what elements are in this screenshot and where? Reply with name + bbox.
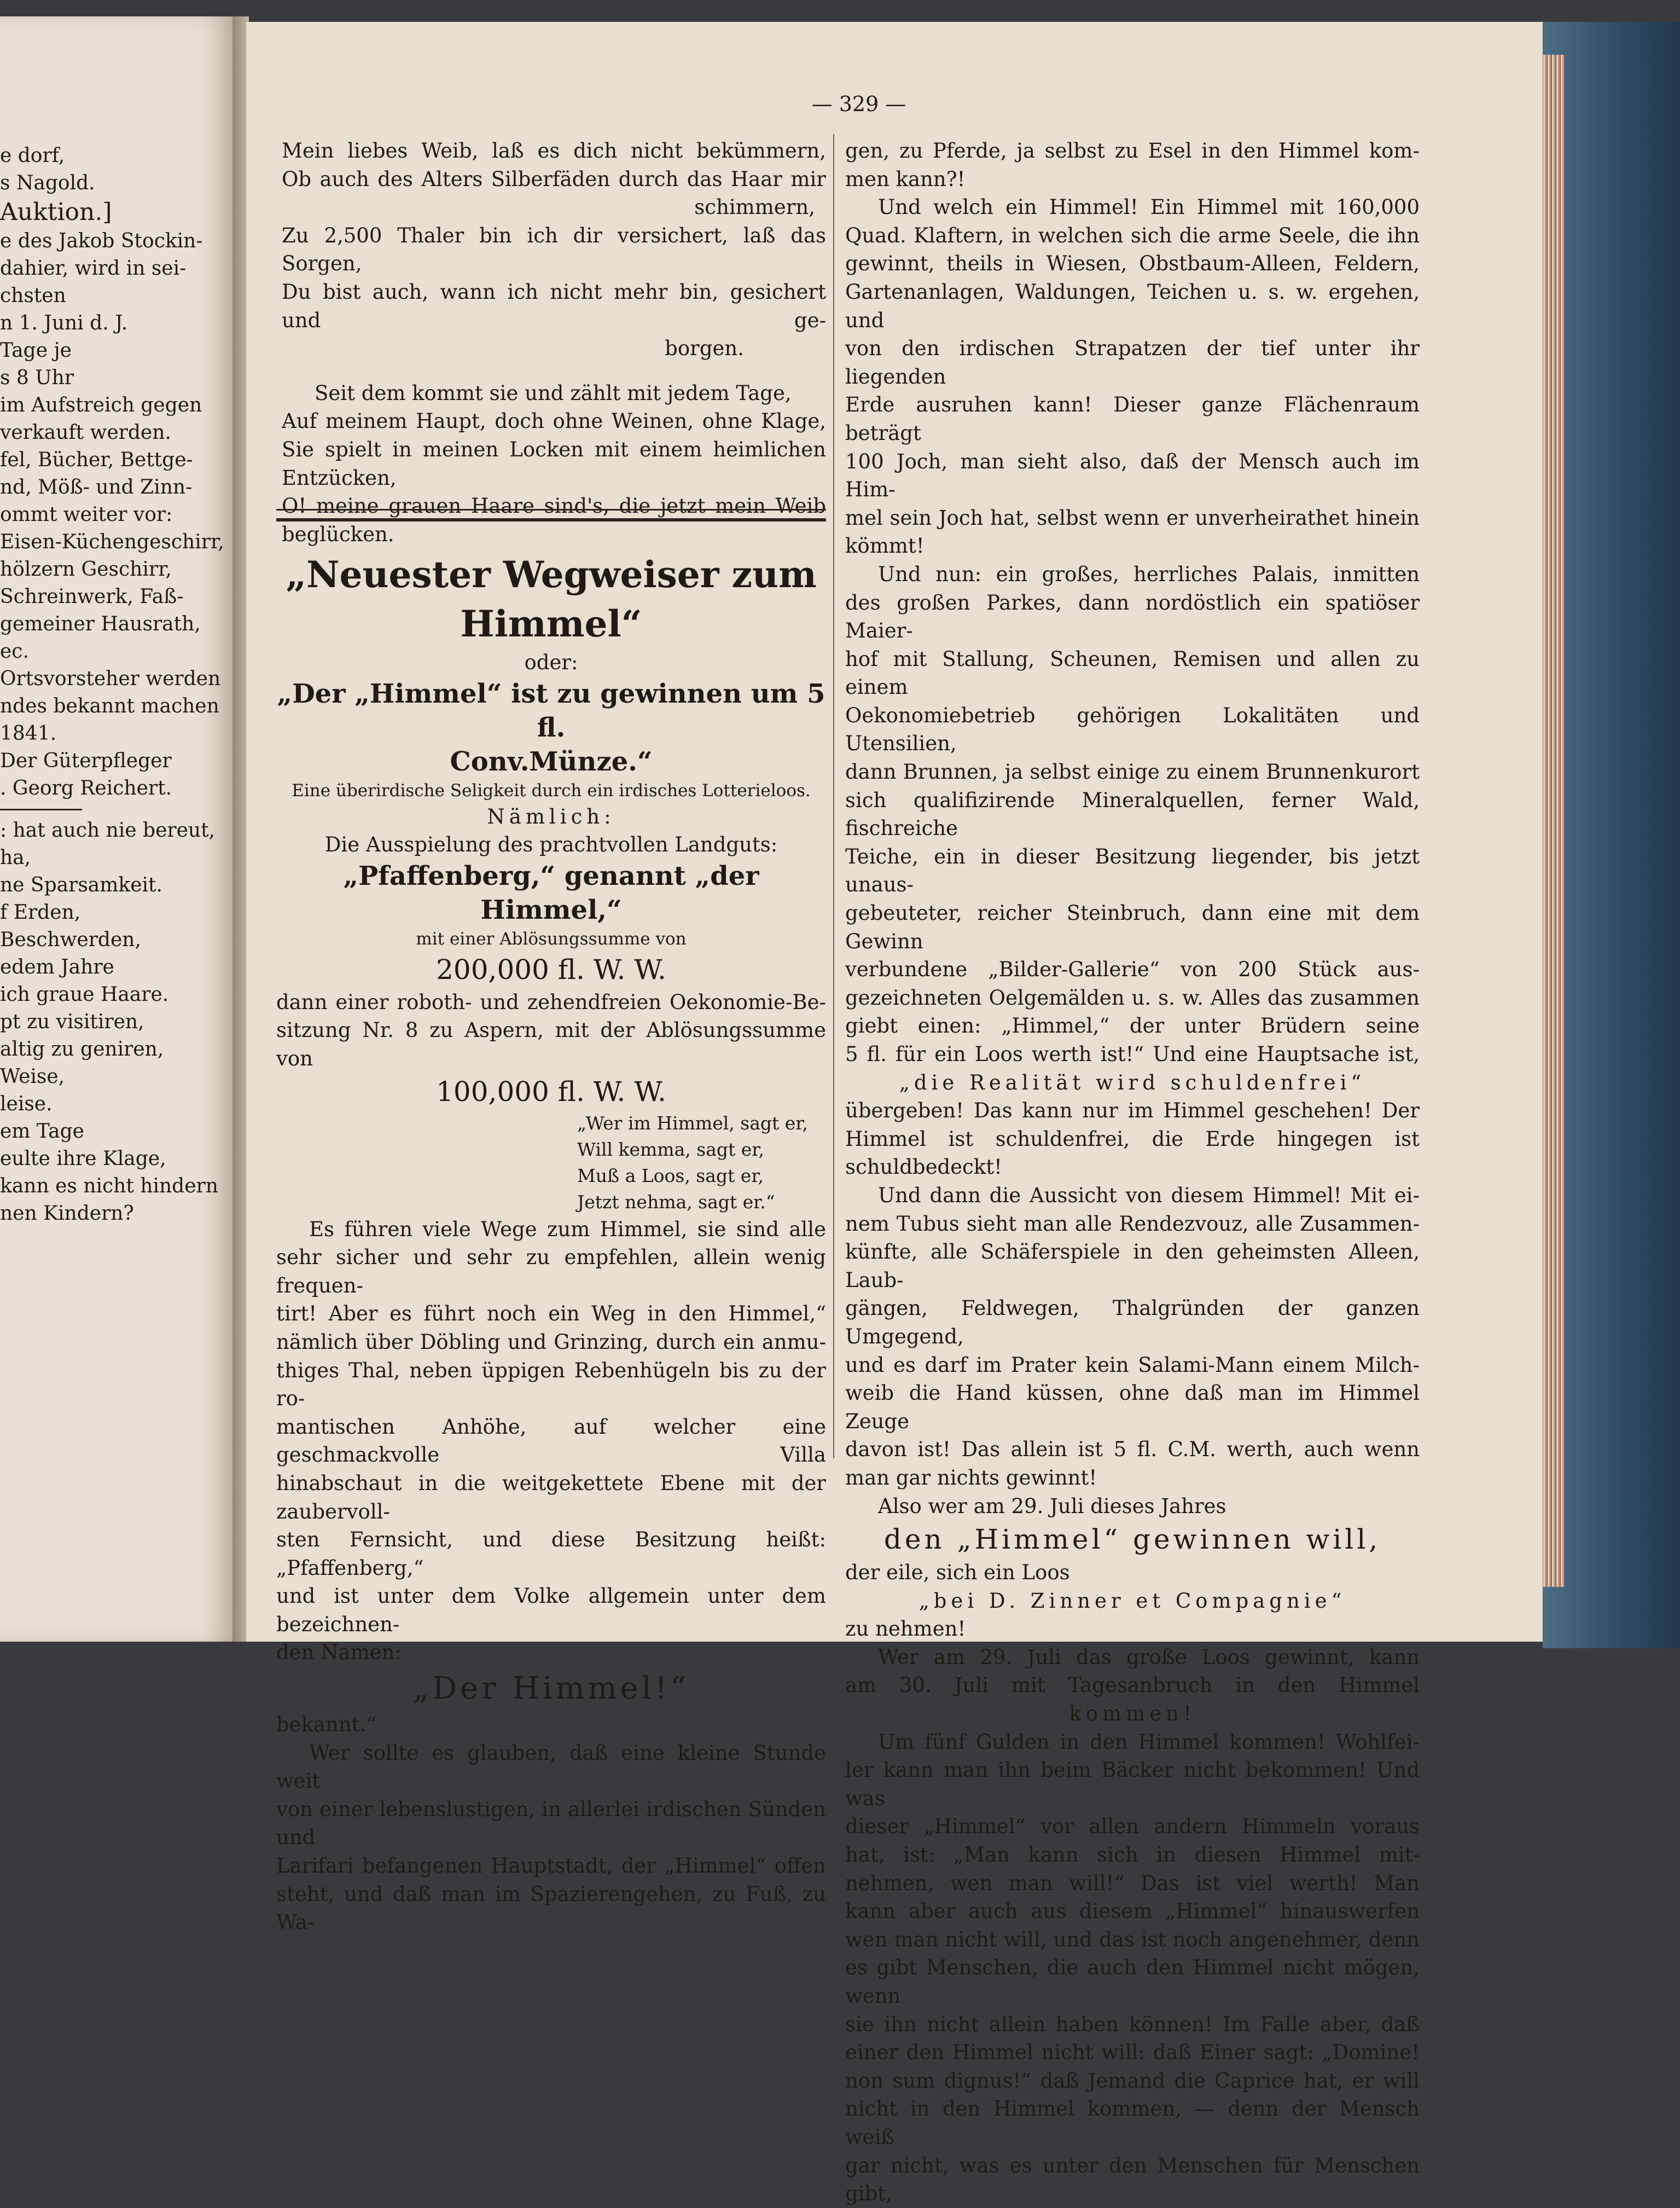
highlight-heading: den „Himmel“ gewinnen will, bbox=[883, 1523, 1381, 1556]
paragraph-line: am 30. Juli mit Tagesanbruch in den Himmel bbox=[845, 1673, 1420, 1697]
paragraph-line: Und welch ein Himmel! Ein Himmel mit 160,000 bbox=[878, 195, 1420, 219]
ad-paragraph-line: von einer lebenslustigen, in allerlei irdischen Sünden und bbox=[276, 1797, 826, 1850]
ad-paragraph-line: mantischen Anhöhe, auf welcher eine geschmackvolle Villa bbox=[276, 1415, 826, 1467]
paragraph-line: ler kann man ihn beim Bäcker nicht bekommen! Und was bbox=[845, 1758, 1420, 1810]
advertisement bbox=[276, 550, 826, 1937]
paragraph-line: wen man nicht will, und das ist noch angenehmer, denn bbox=[845, 1927, 1420, 1951]
paragraph-line: giebt einen: „Himmel,“ der unter Brüdern seine bbox=[845, 1014, 1420, 1038]
ad-paragraph-line: steht, und daß man im Spazierengehen, zu Fuß, zu Wa- bbox=[276, 1882, 826, 1934]
paragraph-line: zu nehmen! bbox=[845, 1617, 966, 1641]
paragraph-line: Oekonomiebetrieb gehörigen Lokalitäten und Utensilien, bbox=[845, 703, 1420, 756]
ad-subtitle: „Der „Himmel“ ist zu gewinnen um 5 fl. bbox=[277, 678, 826, 743]
paragraph-line: 100 Joch, man sieht also, daß der Mensch auch im Him- bbox=[845, 449, 1420, 502]
fragment-line: dahier, wird in sei- bbox=[0, 257, 187, 280]
poem-line: borgen. bbox=[665, 337, 744, 361]
ad-subtitle: Conv.Münze.“ bbox=[450, 746, 653, 777]
fragment-line: verkauft werden. bbox=[0, 421, 171, 444]
paragraph-line: man gar nichts gewinnt! bbox=[845, 1465, 1097, 1490]
ad-paragraph-line: tirt! Aber es führt noch ein Weg in den Himmel,“ bbox=[276, 1302, 826, 1326]
section-divider bbox=[276, 509, 826, 521]
fragment-line: hölzern Geschirr, bbox=[0, 558, 172, 581]
paragraph-line: Erde ausruhen kann! Dieser ganze Flächenraum beträgt bbox=[845, 393, 1420, 445]
paragraph-line: Also wer am 29. Juli dieses Jahres bbox=[878, 1494, 1226, 1518]
poem-line: Zu 2,500 Thaler bin ich dir versichert, laß das Sorgen, bbox=[282, 223, 826, 276]
paragraph-line: gezeichneten Oelgemälden u. s. w. Alles das zusammen bbox=[845, 986, 1420, 1010]
highlight-line: „die Realität wird schuldenfrei“ bbox=[899, 1070, 1366, 1094]
ad-text: sitzung Nr. 8 zu Aspern, mit der Ablösungssumme von bbox=[276, 1018, 826, 1070]
paragraph-line: dieser „Himmel“ vor allen andern Himmeln voraus bbox=[845, 1815, 1420, 1839]
paragraph-line: Um fünf Gulden in den Himmel kommen! Wohlfei- bbox=[878, 1730, 1420, 1754]
ad-paragraph-line: sten Fernsicht, und diese Besitzung heißt: „Pfaffenberg,“ bbox=[276, 1528, 826, 1580]
paragraph-line: gewinnt, theils in Wiesen, Obstbaum-Alleen, Feldern, bbox=[845, 252, 1420, 276]
poem-line: Sie spielt in meinen Locken mit einem heimlichen Entzücken, bbox=[282, 437, 826, 490]
fragment-line: nd, Möß- und Zinn- bbox=[0, 476, 193, 499]
ad-paragraph-line: nämlich über Döbling und Grinzing, durch ein anmu- bbox=[276, 1330, 826, 1354]
fragment-line: edem Jahre bbox=[0, 956, 114, 978]
ad-amount: 100,000 fl. W. W. bbox=[436, 1075, 666, 1108]
fragment-line: kann es nicht hindern bbox=[0, 1175, 218, 1197]
paragraph-line: und es darf im Prater kein Salami-Mann einem Milch- bbox=[845, 1353, 1420, 1377]
ad-paragraph-line: bekannt.“ bbox=[276, 1713, 377, 1737]
fragment-line: altig zu geniren, bbox=[0, 1038, 164, 1060]
right-column bbox=[845, 137, 1420, 2208]
poem-line: Seit dem kommt sie und zählt mit jedem Tage, bbox=[315, 381, 792, 405]
fragment-line: Beschwerden, bbox=[0, 929, 141, 951]
ad-verse bbox=[276, 1110, 826, 1215]
left-page-fragments bbox=[0, 142, 235, 1227]
ad-text: Nämlich: bbox=[487, 804, 615, 828]
paragraph-line: kommen! bbox=[1069, 1702, 1196, 1726]
fragment-line: e des Jakob Stockin- bbox=[0, 230, 203, 252]
paragraph-line: Gartenanlagen, Waldungen, Teichen u. s. w. ergehen, und bbox=[845, 280, 1420, 332]
paragraph-line: mel sein Joch hat, selbst wenn er unverheirathet hinein bbox=[845, 506, 1420, 530]
verse-line: „Wer im Himmel, sagt er, bbox=[577, 1112, 808, 1134]
verse-line: Muß a Loos, sagt er, bbox=[577, 1164, 764, 1186]
paragraph-line: Wer am 29. Juli das große Loos gewinnt, kann bbox=[878, 1645, 1420, 1669]
paragraph-line: gar nicht, was es unter den Menschen für Menschen gibt, bbox=[845, 2153, 1420, 2206]
fragment-line: e dorf, bbox=[0, 144, 65, 167]
paragraph-line: davon ist! Das allein ist 5 fl. C.M. werth, auch wenn bbox=[845, 1438, 1420, 1462]
fragment-line: ndes bekannt machen bbox=[0, 695, 219, 717]
paragraph-line: von den irdischen Strapatzen der tief unter ihr liegenden bbox=[845, 337, 1420, 389]
fragment-line: Schreinwerk, Faß- bbox=[0, 586, 184, 608]
paragraph-line: Quad. Klaftern, in welchen sich die arme Seele, die ihn bbox=[845, 223, 1420, 247]
paragraph-line: nem Tubus sieht man alle Rendezvouz, alle Zusammen- bbox=[845, 1212, 1420, 1236]
paragraph-line: gängen, Feldwegen, Thalgründen der ganzen Umgegend, bbox=[845, 1296, 1420, 1348]
fragment-line: nen Kindern? bbox=[0, 1202, 134, 1225]
ad-oder: oder: bbox=[524, 651, 578, 674]
paragraph-line: hof mit Stallung, Scheunen, Remisen und allen zu einem bbox=[845, 647, 1420, 699]
paragraph-line: weib die Hand küssen, ohne daß man im Himmel Zeuge bbox=[845, 1381, 1420, 1433]
paragraph-line: des großen Parkes, dann nordöstlich ein spatiöser Maier- bbox=[845, 590, 1420, 643]
paragraph-line: Himmel ist schuldenfrei, die Erde hingegen ist bbox=[845, 1127, 1420, 1151]
paragraph-line: gen, zu Pferde, ja selbst zu Esel in den Himmel kom- bbox=[845, 139, 1420, 163]
fragment-line: eulte ihre Klage, bbox=[0, 1148, 166, 1170]
fragment-line: pt zu visitiren, bbox=[0, 1011, 144, 1033]
paragraph-line: Teiche, ein in dieser Besitzung liegender, bis jetzt unaus- bbox=[845, 844, 1420, 897]
poem-line: Ob auch des Alters Silberfäden durch das Haar mir bbox=[282, 167, 826, 191]
fragment-line: n 1. Juni d. J. bbox=[0, 312, 128, 334]
paragraph-line: nicht in den Himmel kommen, — denn der Mensch weiß bbox=[845, 2097, 1420, 2149]
fragment-line: ich graue Haare. bbox=[0, 983, 169, 1006]
fragment-line: Der Güterpfleger bbox=[0, 750, 172, 772]
highlight-line: „bei D. Zinner et Compagnie“ bbox=[919, 1589, 1346, 1613]
left-divider bbox=[0, 809, 82, 810]
left-page bbox=[0, 16, 235, 1642]
paragraph-line: Und dann die Aussicht von diesem Himmel! Mit ei- bbox=[878, 1183, 1420, 1207]
paragraph-line: übergeben! Das kann nur im Himmel geschehen! Der bbox=[845, 1099, 1420, 1123]
poem-line: Auf meinem Haupt, doch ohne Weinen, ohne Klage, bbox=[282, 409, 826, 433]
paragraph-line: es gibt Menschen, die auch den Himmel nicht mögen, wenn bbox=[845, 1956, 1420, 2008]
fragment-line: Eisen-Küchengeschirr, bbox=[0, 531, 224, 553]
ad-amount: 200,000 fl. W. W. bbox=[436, 953, 666, 986]
paragraph-line: verbundene „Bilder-Gallerie“ von 200 Stück aus- bbox=[845, 958, 1420, 982]
fragment-line: s Nagold. bbox=[0, 172, 95, 194]
paragraph-line: künfte, alle Schäferspiele in den geheimsten Alleen, Laub- bbox=[845, 1240, 1420, 1292]
paragraph-line: men kann?! bbox=[845, 167, 966, 191]
ad-text: dann einer roboth- und zehendfreien Oekonomie-Be- bbox=[276, 990, 826, 1014]
paragraph-line: sich qualifizirende Mineralquellen, ferner Wald, fischreiche bbox=[845, 788, 1420, 841]
fragment-line: leise. bbox=[0, 1093, 53, 1115]
ad-paragraph-line: hinabschaut in die weitgekettete Ebene mit der zaubervoll- bbox=[276, 1471, 826, 1523]
fragment-line: Auktion.] bbox=[0, 198, 112, 226]
ad-paragraph-line: thiges Thal, neben üppigen Rebenhügeln bis zu der ro- bbox=[276, 1358, 826, 1411]
paragraph-line: dann Brunnen, ja selbst einige zu einem Brunnenkurort bbox=[845, 760, 1420, 784]
ad-paragraph-line: Larifari befangenen Hauptstadt, der „Himmel“ offen bbox=[276, 1854, 826, 1878]
fragment-line: Ortsvorsteher werden bbox=[0, 668, 221, 690]
paragraph-line: kömmt! bbox=[845, 534, 925, 558]
fragment-line: ne Sparsamkeit. bbox=[0, 874, 162, 896]
verse-line: Jetzt nehma, sagt er.“ bbox=[577, 1191, 775, 1213]
fragment-line: Tage je bbox=[0, 339, 72, 362]
ad-paragraph-line: sehr sicher und sehr zu empfehlen, allein wenig frequen- bbox=[276, 1245, 826, 1297]
poem-line: O! meine grauen Haare sind's, die jetzt mein Weib beglücken. bbox=[282, 494, 826, 546]
ad-estate-name: „Pfaffenberg,“ genannt „der Himmel,“ bbox=[343, 860, 759, 925]
fragment-line: chsten bbox=[0, 285, 66, 307]
left-column bbox=[276, 137, 826, 548]
ad-paragraph-line: den Namen: bbox=[276, 1641, 402, 1665]
ad-title: „Neuester Wegweiser zum Himmel“ bbox=[286, 553, 817, 645]
paragraph-line: schuldbedeckt! bbox=[845, 1155, 1002, 1179]
fragment-line: s 8 Uhr bbox=[0, 367, 74, 389]
paragraph-line: Und nun: ein großes, herrliches Palais, inmitten bbox=[878, 562, 1420, 586]
fragment-line: . Georg Reichert. bbox=[0, 777, 172, 799]
poem bbox=[276, 137, 826, 548]
ad-paragraph-line: Wer sollte es glauben, daß eine kleine Stunde weit bbox=[276, 1741, 826, 1793]
fragment-line: gemeiner Hausrath, bbox=[0, 613, 201, 635]
ad-text: mit einer Ablösungssumme von bbox=[416, 929, 687, 949]
fragment-line: ommt weiter vor: bbox=[0, 503, 173, 526]
column-separator bbox=[833, 134, 834, 1458]
fragment-line: Weise, bbox=[0, 1065, 65, 1088]
ad-highlight: „Der Himmel!“ bbox=[413, 1671, 689, 1707]
poem-line: Mein liebes Weib, laß es dich nicht bekümmern, bbox=[282, 139, 826, 163]
poem-line: Du bist auch, wann ich nicht mehr bin, gesichert und ge- bbox=[282, 280, 826, 332]
paragraph-line: sie ihn nicht allein haben können! Im Falle aber, daß bbox=[845, 2012, 1420, 2036]
paragraph-line: hat, ist: „Man kann sich in diesen Himmel mit- bbox=[845, 1843, 1420, 1867]
paragraph-line: der eile, sich ein Loos bbox=[845, 1561, 1070, 1585]
paragraph-line: kann aber auch aus diesem „Himmel“ hinauswerfen bbox=[845, 1899, 1420, 1923]
ad-paragraph-line: und ist unter dem Volke allgemein unter dem bezeichnen- bbox=[276, 1584, 826, 1636]
paragraph-line: einer den Himmel nicht will: daß Einer sagt: „Domine! bbox=[845, 2041, 1420, 2065]
paragraph-line: nehmen, wen man will!“ Das ist viel werth! Man bbox=[845, 1871, 1420, 1895]
fragment-line: f Erden, bbox=[0, 901, 81, 924]
fragment-line: : hat auch nie bereut, bbox=[0, 819, 215, 842]
fragment-line: 1841. bbox=[0, 722, 57, 745]
ad-paragraph-line: Es führen viele Wege zum Himmel, sie sind alle bbox=[309, 1217, 826, 1241]
paragraph-line: non sum dignus!“ daß Jemand die Caprice hat, er will bbox=[845, 2068, 1420, 2093]
poem-line: schimmern, bbox=[694, 195, 815, 219]
ad-text: Eine überirdische Seligkeit durch ein irdisches Lotterieloos. bbox=[292, 780, 811, 801]
paragraph-line: 5 fl. für ein Loos werth ist!“ Und eine Hauptsache ist, bbox=[845, 1042, 1420, 1066]
verse-line: Will kemma, sagt er, bbox=[577, 1138, 764, 1160]
page-number: — 329 — bbox=[811, 92, 906, 116]
fragment-line: im Aufstreich gegen bbox=[0, 394, 202, 416]
ad-text: Die Ausspielung des prachtvollen Landguts: bbox=[324, 833, 778, 857]
fragment-line: fel, Bücher, Bettge- bbox=[0, 449, 193, 471]
fragment-line: ha, bbox=[0, 847, 31, 869]
fragment-line: ec. bbox=[0, 640, 29, 663]
fragment-line: em Tage bbox=[0, 1120, 84, 1143]
paragraph-line: gebeuteter, reicher Steinbruch, dann eine mit dem Gewinn bbox=[845, 901, 1420, 953]
